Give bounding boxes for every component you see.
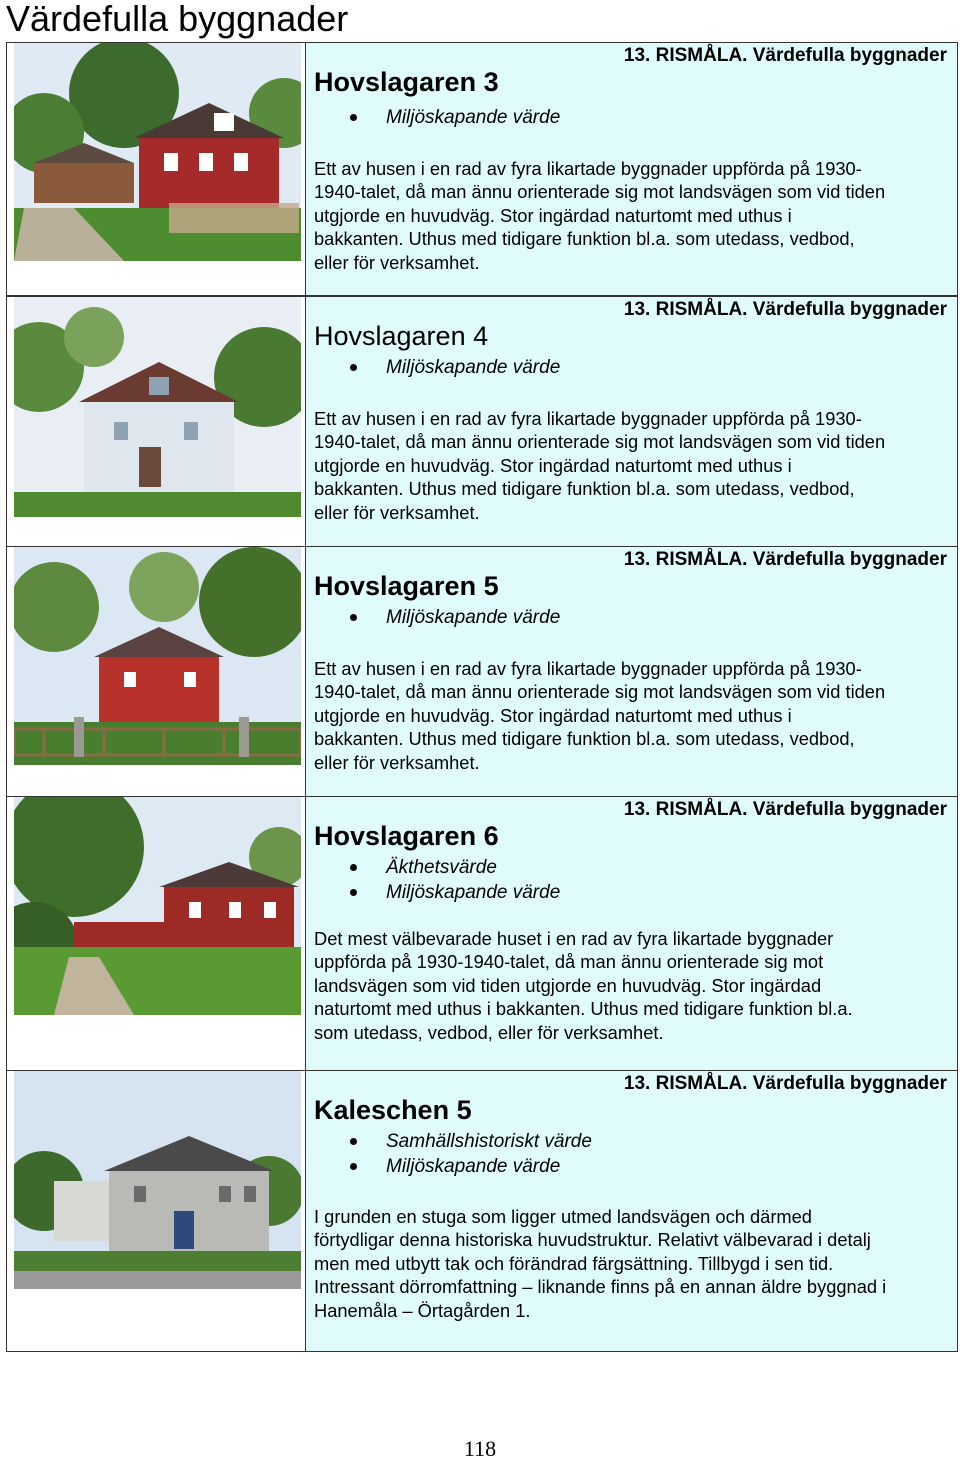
description-line: eller för verksamhet. — [314, 751, 480, 773]
building-row — [6, 296, 958, 548]
description-line: bakkanten. Uthus med tidigare funktion bl.a. som utedass, vedbod, — [314, 478, 855, 500]
description-line: bakkanten. Uthus med tidigare funktion bl.a. som utedass, vedbod, — [314, 228, 855, 250]
page-title: Värdefulla byggnader — [6, 0, 349, 39]
description-line: eller för verksamhet. — [314, 251, 480, 273]
description-line: Det mest välbevarade huset i en rad av fyra likartade byggnader — [314, 928, 834, 949]
text-cell — [306, 297, 957, 547]
description-line: Intressant dörromfattning – liknande finns på en annan äldre byggnad i — [314, 1276, 887, 1298]
value-list — [314, 105, 560, 130]
value-list — [314, 355, 560, 380]
building-name: Kaleschen 5 — [314, 1095, 472, 1125]
description-line: 1940-talet, då man ännu orienterade sig mot landsvägen som vid tiden — [314, 431, 886, 453]
value-item: Miljöskapande värde — [314, 1154, 592, 1179]
building-description — [314, 407, 951, 524]
building-description — [314, 927, 951, 1044]
building-description — [314, 657, 951, 774]
building-description — [314, 157, 951, 274]
description-line: men med utbytt tak och förändrad färgsättning. Tillbygd i sen tid. — [314, 1252, 834, 1274]
description-line: som utedass, vedbod, eller för verksamhet. — [314, 1021, 664, 1043]
section-heading: 13. RISMÅLA. Värdefulla byggnader — [623, 1073, 947, 1094]
value-item: Miljöskapande värde — [314, 880, 560, 905]
building-name: Hovslagaren 4 — [314, 321, 489, 351]
value-item: Miljöskapande värde — [314, 355, 560, 380]
description-line: I grunden en stuga som ligger utmed landsvägen och därmed — [314, 1206, 812, 1227]
description-line: Ett av husen i en rad av fyra likartade byggnader uppförda på 1930- — [314, 658, 862, 679]
text-cell — [306, 1071, 957, 1351]
house-photo — [14, 797, 301, 1015]
building-name: Hovslagaren 3 — [314, 67, 499, 97]
text-cell — [306, 547, 957, 797]
value-list — [314, 1129, 592, 1179]
building-name: Hovslagaren 6 — [314, 821, 499, 851]
house-photo — [14, 1071, 301, 1289]
value-list — [314, 605, 560, 630]
description-line: eller för verksamhet. — [314, 501, 480, 523]
section-heading: 13. RISMÅLA. Värdefulla byggnader — [623, 45, 947, 66]
section-heading: 13. RISMÅLA. Värdefulla byggnader — [623, 549, 947, 570]
photo-cell — [7, 297, 306, 547]
photo-cell — [7, 547, 306, 797]
building-name: Hovslagaren 5 — [314, 571, 499, 601]
description-line: bakkanten. Uthus med tidigare funktion bl.a. som utedass, vedbod, — [314, 728, 855, 750]
photo-cell — [7, 43, 306, 295]
house-photo — [14, 547, 301, 765]
building-row — [6, 42, 958, 296]
section-heading: 13. RISMÅLA. Värdefulla byggnader — [623, 799, 947, 820]
house-photo — [14, 43, 301, 261]
description-line: utgjorde en huvudväg. Stor ingärdad naturtomt med uthus i — [314, 704, 792, 726]
photo-cell — [7, 1071, 306, 1351]
value-item: Äkthetsvärde — [314, 855, 560, 880]
section-heading: 13. RISMÅLA. Värdefulla byggnader — [623, 299, 947, 320]
description-line: utgjorde en huvudväg. Stor ingärdad naturtomt med uthus i — [314, 454, 792, 476]
text-cell — [306, 43, 957, 295]
description-line: Ett av husen i en rad av fyra likartade byggnader uppförda på 1930- — [314, 158, 862, 179]
description-line: landsvägen som vid tiden utgjorde en huvudväg. Stor ingärdad — [314, 974, 822, 996]
value-item: Samhällshistoriskt värde — [314, 1129, 592, 1154]
page-number: 118 — [463, 1436, 497, 1461]
building-description — [314, 1205, 951, 1322]
building-row — [6, 1070, 958, 1352]
description-line: förtydligar denna historiska huvudstruktur. Relativt välbevarad i detalj — [314, 1229, 871, 1251]
description-line: 1940-talet, då man ännu orienterade sig mot landsvägen som vid tiden — [314, 681, 886, 703]
description-line: utgjorde en huvudväg. Stor ingärdad naturtomt med uthus i — [314, 204, 792, 226]
description-line: Hanemåla – Örtagården 1. — [314, 1299, 531, 1321]
photo-cell — [7, 797, 306, 1071]
value-item: Miljöskapande värde — [314, 605, 560, 630]
text-cell — [306, 797, 957, 1071]
value-item: Miljöskapande värde — [314, 105, 560, 130]
house-photo — [14, 297, 301, 517]
description-line: 1940-talet, då man ännu orienterade sig mot landsvägen som vid tiden — [314, 181, 886, 203]
value-list — [314, 855, 560, 905]
building-row — [6, 546, 958, 798]
building-row — [6, 796, 958, 1072]
description-line: uppförda på 1930-1940-talet, då man ännu orienterade sig mot — [314, 951, 824, 973]
description-line: naturtomt med uthus i bakkanten. Uthus med tidigare funktion bl.a. — [314, 998, 853, 1020]
description-line: Ett av husen i en rad av fyra likartade byggnader uppförda på 1930- — [314, 408, 862, 429]
